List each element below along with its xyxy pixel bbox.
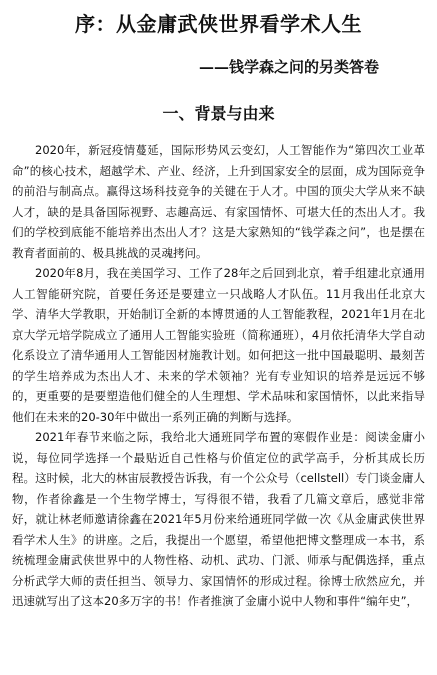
paragraph-3: 2021年春节来临之际，我给北大通班同学布置的寒假作业是：阅读金庸小说，每位同学选择一个最贴近自己性格与价值定位的武学高手，分析其成长历程。这时候，北大的林宙辰教授告诉我，有一个公众号（cellstell）专门谈金庸人物，作者徐鑫是一个生物学博士，写得很不错，我看了几篇文章后，感觉非常好，就让林老师邀请徐鑫在2021年5月份来给通班同学做一次《从金庸武侠世界看学术人生》的讲座。之后，我提出一个愿望，希望他把博文整理成一本书，系统梳理金庸武侠世界中的人物性格、动机、武功、门派、师承与配偶选择，重点分析武学大师的责任担当、领导力、家国情怀的形成过程。徐博士欣然应允，并迅速就写出了这本20多万字的书！作者推演了金庸小说中人物和事件“编年史”， — [12, 430, 425, 608]
paragraph-2: 2020年8月，我在美国学习、工作了28年之后回到北京，着手组建北京通用人工智能研究院，首要任务还是要建立一只战略人才队伍。11月我出任北京大学、清华大学教职，开始制订全新的本博贯通的人工智能教程，2021年1月在北京大学元培学院成立了通用人工智能实验班（简称通班），4月依托清华大学自动化系设立了清华通用人工智能因材施教计划。如何把这一批中国最聪明、最刻苦的学生培养成为杰出人才、未来的学术领袖？光有专业知识的培养是远远不够的，更重要的是要塑造他们健全的人生理想、学术品味和家国情怀，以此来指导他们在未来的20-30年中做出一系列正确的判断与选择。 — [12, 266, 425, 424]
document-subtitle: ——钱学森之问的另类答卷 — [198, 58, 379, 76]
paragraph-1: 2020年，新冠疫情蔓延，国际形势风云变幻，人工智能作为“第四次工业革命”的核心技术，超越学术、产业、经济，上升到国家安全的层面，成为国际竞争的前沿与制高点。赢得这场科技竞争的关键在于人才。中国的顶尖大学从来不缺人才，缺的是具备国际视野、志趣高远、有家国情怀、可堪大任的杰出人才。我们的学校到底能不能培养出杰出人才？这是大家熟知的“钱学森之问”，也是摆在教育者面前的、极具挑战的灵魂拷问。 — [12, 143, 425, 260]
document-title: 序：从金庸武侠世界看学术人生 — [75, 12, 362, 36]
section-heading: 一、背景与由来 — [162, 104, 275, 123]
